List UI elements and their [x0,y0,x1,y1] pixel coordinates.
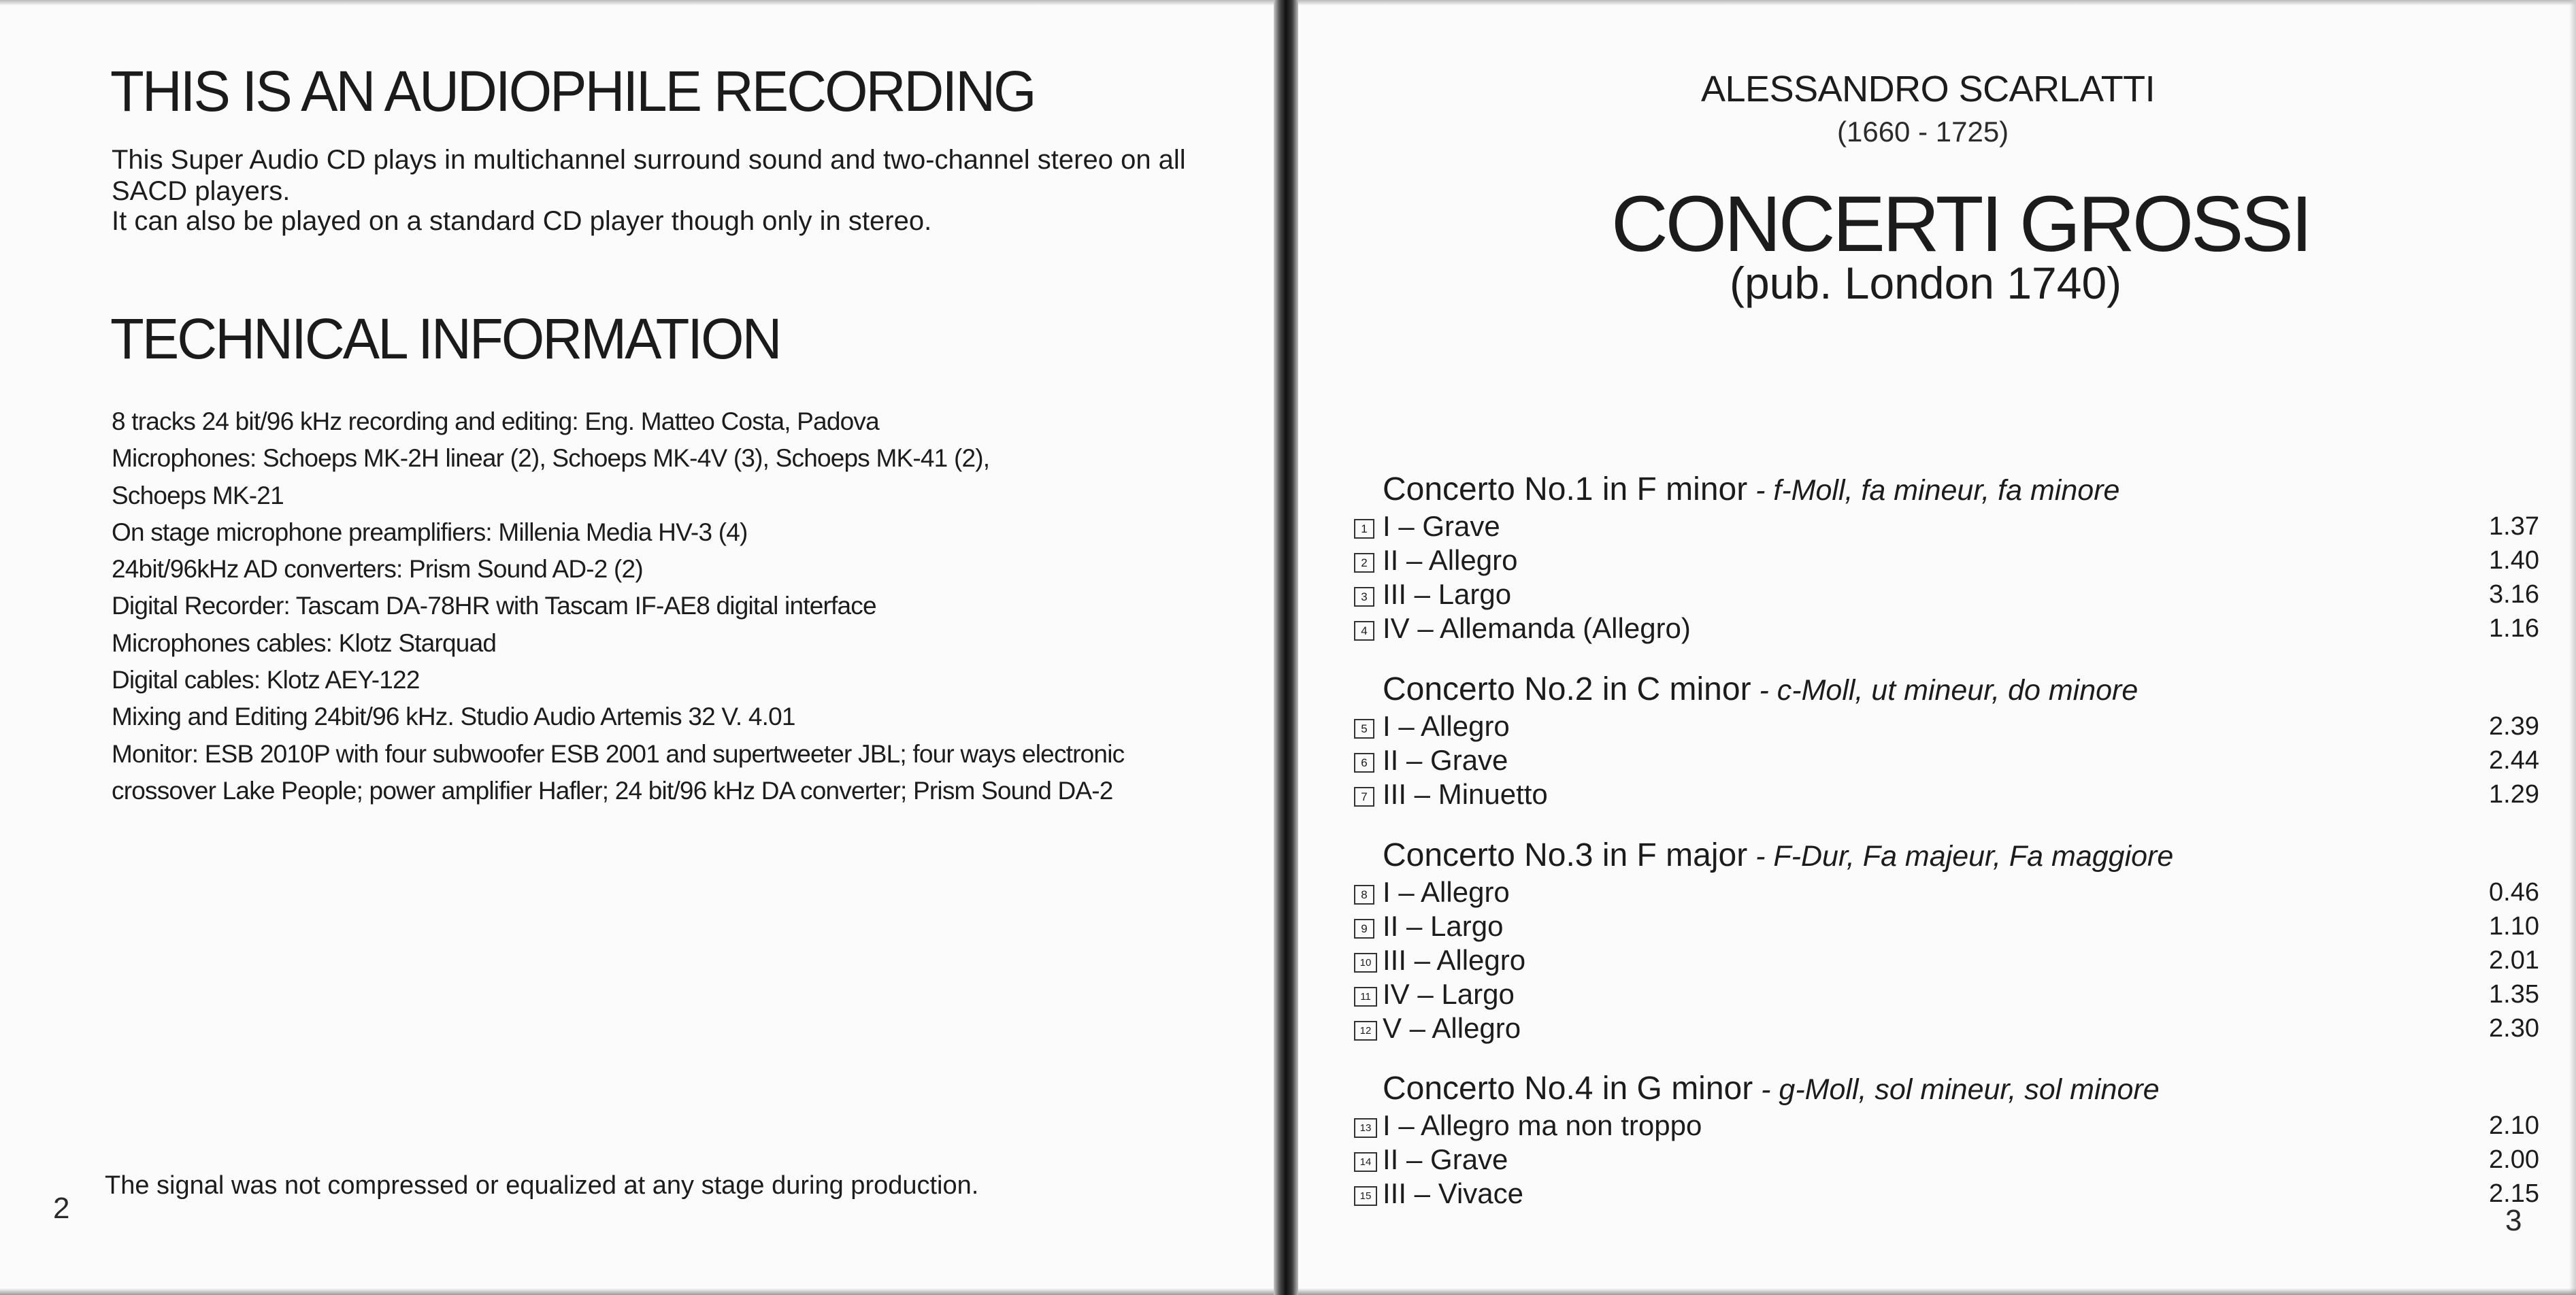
track-time: 2.44 [2489,746,2539,775]
page-shadow-bottom [0,1288,1274,1295]
concerto-name: Concerto No.2 in C minor [1383,671,1751,707]
concerto-languages: - F-Dur, Fa majeur, Fa maggiore [1747,840,2174,873]
track-time: 1.37 [2489,512,2539,541]
track-number-box: 10 [1354,953,1377,973]
track-number-box: 8 [1354,885,1374,905]
track-label: I – Allegro [1383,710,1510,742]
composer-dates: (1660 - 1725) [1837,116,2009,148]
track-time: 0.46 [2489,878,2539,907]
concerto-title [1383,671,2539,709]
audiophile-heading: THIS IS AN AUDIOPHILE RECORDING [110,59,1035,123]
track-row [1342,909,2539,943]
concerto-languages: - c-Moll, ut mineur, do minore [1751,674,2139,707]
technical-line: 8 tracks 24 bit/96 kHz recording and editing: Eng. Matteo Costa, Padova [112,407,879,435]
technical-heading: TECHNICAL INFORMATION [110,307,780,371]
track-row [1342,1011,2539,1045]
track-row [1342,509,2539,543]
track-number-box: 4 [1354,621,1374,641]
track-time: 2.15 [2489,1179,2539,1208]
track-time: 1.29 [2489,780,2539,809]
track-label: III – Minuetto [1383,778,1548,810]
track-label: II – Grave [1383,1143,1508,1175]
track-time: 2.01 [2489,946,2539,975]
track-row [1342,1109,2539,1143]
concerto-name: Concerto No.3 in F major [1383,837,1748,873]
track-label: III – Largo [1383,578,1512,610]
technical-line: Microphones cables: Klotz Starquad [112,628,497,657]
concerto-section [1342,1070,2539,1211]
track-row [1342,709,2539,743]
technical-line: crossover Lake People; power amplifier Hafler; 24 bit/96 kHz DA converter; Prism Sound DA-2 [112,776,1113,805]
technical-line: Microphones: Schoeps MK-2H linear (2), Schoeps MK-4V (3), Schoeps MK-41 (2), [112,444,990,473]
track-label: I – Allegro [1383,876,1510,908]
track-label: II – Largo [1383,910,1504,942]
work-subtitle: (pub. London 1740) [1730,258,2122,308]
track-number-box: 3 [1354,587,1374,607]
concerto-section [1342,471,2539,645]
track-number-box: 15 [1354,1186,1377,1206]
track-number-box: 5 [1354,719,1374,739]
audiophile-paragraph-1: This Super Audio CD plays in multichannel surround sound and two-channel stereo on all SACD players. [112,145,1186,206]
page-shadow-top [0,0,1274,5]
concerto-languages: - g-Moll, sol mineur, sol minore [1753,1073,2160,1106]
work-title: CONCERTI GROSSI [1611,180,2311,268]
concerto-title [1383,471,2539,509]
track-row [1342,875,2539,909]
page-edge [2569,0,2576,1295]
left-page [0,0,1274,1295]
track-time: 1.35 [2489,980,2539,1009]
track-number-box: 12 [1354,1021,1377,1041]
track-row [1342,577,2539,611]
track-row [1342,1143,2539,1177]
technical-line: On stage microphone preamplifiers: Millenia Media HV-3 (4) [112,518,748,546]
track-row [1342,1177,2539,1211]
composer-name: ALESSANDRO SCARLATTI [1701,69,2156,110]
technical-line: Digital cables: Klotz AEY-122 [112,666,420,694]
track-number-box: 2 [1354,553,1374,573]
track-row [1342,611,2539,645]
track-time: 2.10 [2489,1111,2539,1140]
booklet-spine [1274,0,1298,1295]
track-time: 2.00 [2489,1145,2539,1174]
track-number-box: 11 [1354,987,1377,1007]
technical-info-list [112,403,1124,809]
concerto-name: Concerto No.4 in G minor [1383,1071,1753,1107]
track-time: 2.30 [2489,1014,2539,1043]
technical-line: 24bit/96kHz AD converters: Prism Sound AD-2 (2) [112,555,643,584]
track-label: I – Allegro ma non troppo [1383,1109,1702,1141]
page-number-right: 3 [2505,1204,2522,1237]
signal-note: The signal was not compressed or equalized at any stage during production. [105,1171,979,1200]
page-shadow-bottom [1298,1288,2576,1295]
track-number-box: 6 [1354,753,1374,773]
page-shadow-top [1298,0,2576,5]
track-time: 1.40 [2489,546,2539,575]
track-row [1342,977,2539,1011]
track-number-box: 7 [1354,787,1374,807]
track-label: IV – Largo [1383,978,1515,1010]
track-row [1342,743,2539,777]
track-time: 2.39 [2489,712,2539,741]
technical-line: Digital Recorder: Tascam DA-78HR with Tascam IF-AE8 digital interface [112,592,876,620]
track-number-box: 14 [1354,1152,1377,1172]
audiophile-paragraph-2: It can also be played on a standard CD player though only in stereo. [112,206,932,236]
track-time: 3.16 [2489,580,2539,609]
concerto-name: Concerto No.1 in F minor [1383,471,1748,507]
track-row [1342,777,2539,811]
track-time: 1.10 [2489,912,2539,941]
technical-line: Monitor: ESB 2010P with four subwoofer ESB 2001 and supertweeter JBL; four ways electronic [112,739,1125,768]
track-label: II – Allegro [1383,544,1518,576]
track-number-box: 13 [1354,1118,1377,1138]
concerto-languages: - f-Moll, fa mineur, fa minore [1747,474,2120,507]
track-time: 1.16 [2489,614,2539,643]
concerto-title [1383,837,2539,875]
track-label: I – Grave [1383,510,1500,542]
track-row [1342,543,2539,577]
track-row [1342,943,2539,977]
technical-line: Schoeps MK-21 [112,481,284,509]
track-label: II – Grave [1383,744,1508,776]
track-label: V – Allegro [1383,1012,1521,1044]
right-page [1298,0,2576,1295]
concerto-title [1383,1070,2539,1109]
track-number-box: 1 [1354,519,1374,539]
track-label: IV – Allemanda (Allegro) [1383,612,1691,644]
track-label: III – Vivace [1383,1177,1524,1209]
track-label: III – Allegro [1383,944,1526,976]
concerto-section [1342,671,2539,811]
page-number-left: 2 [53,1192,70,1225]
track-number-box: 9 [1354,919,1374,939]
concerto-section [1342,837,2539,1045]
technical-line: Mixing and Editing 24bit/96 kHz. Studio Audio Artemis 32 V. 4.01 [112,703,795,731]
